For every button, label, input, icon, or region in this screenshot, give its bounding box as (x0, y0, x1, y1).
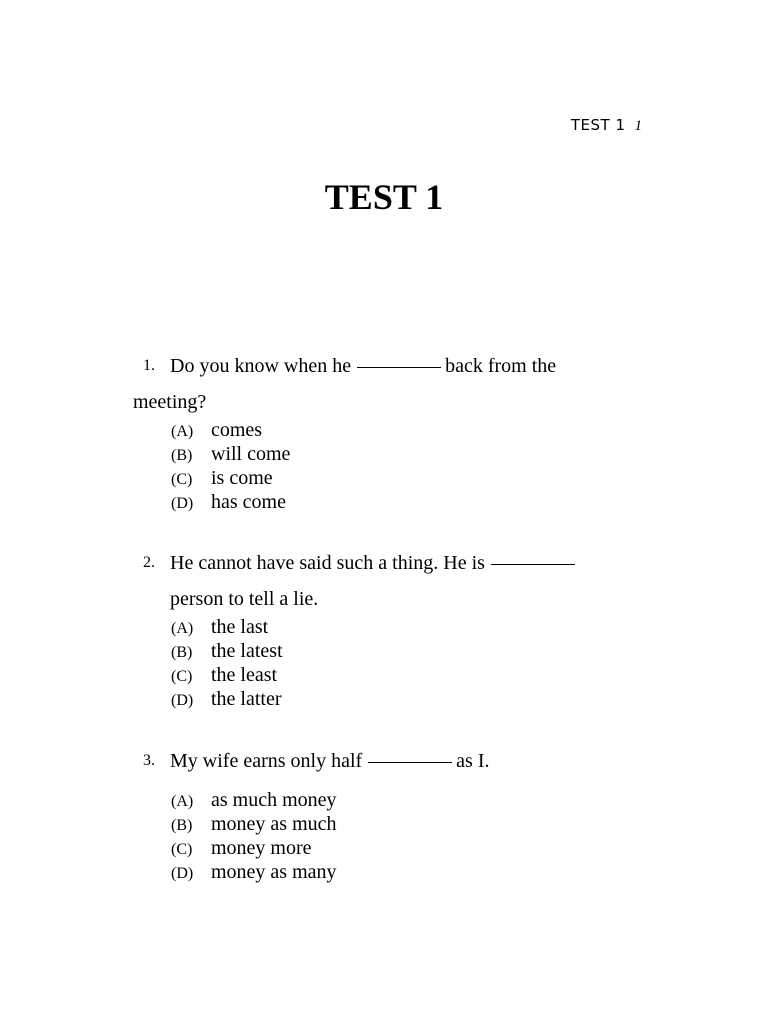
option-d (171, 687, 282, 713)
option-text: the latter (211, 688, 282, 710)
page-number: 1 (634, 118, 642, 134)
question-stem-line-1 (170, 749, 490, 773)
option-text: the last (211, 616, 269, 638)
question-text: Do you know when he (170, 355, 352, 377)
option-d (171, 860, 337, 886)
option-text: has come (211, 491, 286, 513)
option-text: money more (211, 837, 312, 859)
option-b (171, 639, 283, 665)
question-text: He cannot have said such a thing. He is (170, 552, 485, 574)
option-d (171, 490, 286, 516)
option-a (171, 615, 268, 641)
question-text: person to tell a lie. (170, 588, 319, 610)
option-letter: (B) (171, 817, 193, 834)
question-3 (133, 749, 653, 899)
option-letter: (C) (171, 841, 193, 858)
question-stem-line-1 (170, 551, 579, 575)
question-number: 1. (143, 357, 155, 374)
option-b (171, 812, 337, 838)
question-number: 3. (143, 752, 155, 769)
option-text: the latest (211, 640, 283, 662)
question-2 (133, 551, 653, 721)
page-title: TEST 1 (324, 177, 444, 217)
option-text: money as much (211, 813, 337, 835)
option-text: is come (211, 467, 273, 489)
option-letter: (A) (171, 793, 194, 810)
question-1 (133, 354, 653, 524)
option-letter: (C) (171, 668, 193, 685)
question-text: as I. (456, 750, 490, 772)
answer-blank (368, 761, 452, 763)
option-letter: (B) (171, 447, 193, 464)
option-text: as much money (211, 789, 337, 811)
option-letter: (B) (171, 644, 193, 661)
option-text: will come (211, 443, 291, 465)
running-header-title: TEST 1 (570, 116, 626, 134)
question-number: 2. (143, 554, 155, 571)
option-letter: (A) (171, 620, 194, 637)
option-text: comes (211, 419, 263, 441)
question-stem-line-2 (170, 587, 318, 611)
option-letter: (A) (171, 423, 194, 440)
option-letter: (D) (171, 495, 194, 512)
option-c (171, 466, 273, 492)
option-text: the least (211, 664, 278, 686)
option-letter: (C) (171, 471, 193, 488)
option-letter: (D) (171, 692, 194, 709)
option-a (171, 418, 262, 444)
answer-blank (491, 563, 575, 565)
question-stem-line-2 (133, 390, 206, 414)
option-text: money as many (211, 861, 337, 883)
question-text: back from the (445, 355, 557, 377)
answer-blank (357, 366, 441, 368)
question-text: meeting? (133, 391, 207, 413)
option-c (171, 836, 312, 862)
question-stem-line-1 (170, 354, 556, 378)
option-b (171, 442, 290, 468)
running-header (571, 116, 642, 135)
option-c (171, 663, 277, 689)
option-letter: (D) (171, 865, 194, 882)
option-a (171, 788, 337, 814)
question-text: My wife earns only half (170, 750, 363, 772)
